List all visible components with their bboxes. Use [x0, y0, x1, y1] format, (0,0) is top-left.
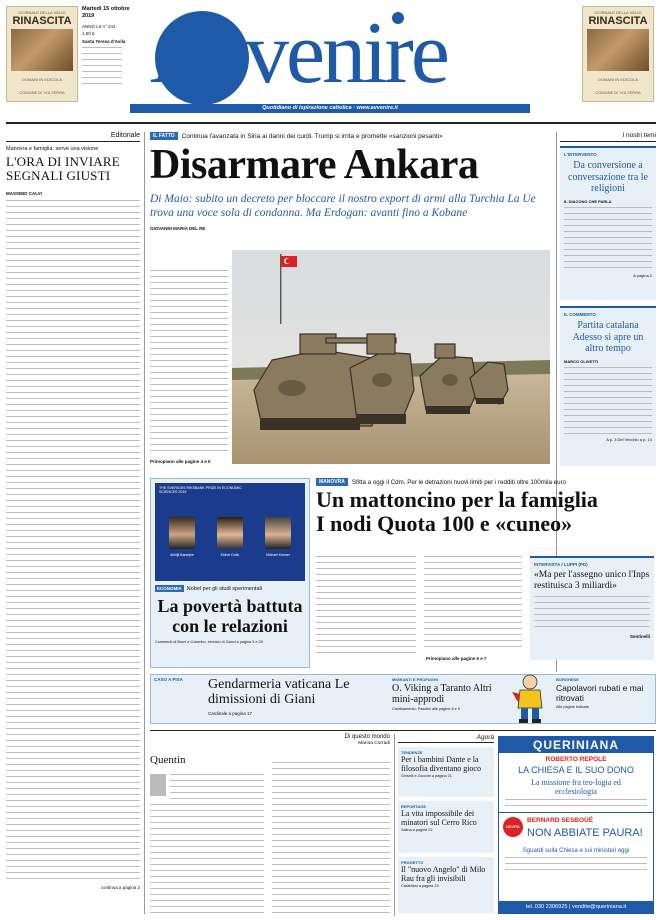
agora-item-2-title: La vita impossibile dei minatori sul Cerro Rico — [401, 809, 477, 827]
masthead-divider — [6, 122, 656, 124]
right-ad[interactable] — [582, 6, 654, 102]
lead-kicker: Continua l'avanzata in Siria ai danni dei curdi. Trump si irrita e promette «sanzioni pesanti» — [181, 132, 443, 140]
column-piece[interactable] — [150, 734, 390, 916]
nobel-kicker: Nobel per gli studi sperimentali — [186, 585, 262, 592]
lead-tag: IL FATTO — [150, 132, 178, 140]
masthead-tagline: Quotidiano di ispirazione cattolica · www.avvenire.it — [262, 105, 398, 111]
right-rail-item-1[interactable] — [560, 146, 656, 300]
right-ad-top: GIORNALE DELLA VALLE — [594, 10, 642, 15]
left-ad[interactable] — [6, 6, 78, 102]
nobel-portrait-1 — [169, 517, 195, 549]
ad-book-2: NON ABBIATE PAURA! — [527, 827, 643, 839]
brief-1-label: CASO A PISA — [154, 677, 183, 682]
masthead-price: 1,50 € — [82, 31, 95, 36]
rail-item-2-title: Partita catalana Adesso si apre un altro tempo — [572, 320, 644, 354]
masthead-tagline-bar — [130, 104, 530, 113]
tanks-photo — [232, 250, 550, 464]
ad-sub-1: La missione fra teo-logia ed ecclesiologia — [531, 778, 621, 796]
interview-label: INTERVISTA / LUPPI (PD) — [534, 562, 588, 567]
rail-item-2-byline: MARCO OLIVETTI — [564, 358, 599, 364]
rail-item-1-page[interactable]: A pagina 2 — [633, 272, 652, 278]
ad-sub-2: Sguardi sulla Chiesa e sui ministeri oggi — [522, 848, 630, 854]
nobel-box[interactable] — [150, 478, 310, 668]
editorial-title: L'ORA DI INVIARE SEGNALI GIUSTI — [6, 154, 120, 183]
second-title-line-2: I nodi Quota 100 e «cuneo» — [316, 511, 573, 536]
brief-1[interactable] — [154, 677, 386, 721]
brief-2[interactable] — [392, 677, 502, 721]
editorial-author: MASSIMO CALVI — [6, 191, 42, 196]
second-story[interactable] — [316, 478, 654, 668]
agora-item-1-byline: Ghiselli e Zucconi a pagina 21 — [401, 774, 452, 778]
lead-continue[interactable]: Primopiano alle pagine 4 e 5 — [150, 459, 211, 464]
brief-1-page[interactable]: Cardinale a pagina 17 — [208, 711, 253, 716]
rail-item-1-body — [564, 207, 652, 271]
rail-item-1-byline: IL DIACONO CHE PARLA — [564, 198, 612, 204]
second-kicker: Sfitta a oggi il Cdm. Per le detrazioni nuovi limiti per i redditi oltre 100mila euro — [351, 478, 567, 486]
nobel-panel — [155, 483, 305, 581]
masthead-info — [82, 6, 130, 102]
queriniana-ad[interactable] — [498, 736, 654, 914]
second-continue[interactable]: Primopiano alle pagine 6 e 7 — [426, 656, 487, 661]
ad-contact[interactable]: tel. 030 2306925 | vendite@queriniana.it — [499, 901, 653, 913]
agora-item-2[interactable] — [398, 801, 494, 853]
nobel-title: La povertà battuta con le relazioni — [157, 596, 303, 636]
brief-3-page[interactable]: Alle pagine indicate — [556, 705, 589, 709]
agora-item-1-tag: TENDENZE — [401, 750, 423, 755]
nobel-tag: ECONOMIA — [157, 586, 182, 591]
right-rail-header: I nostri temi — [560, 132, 656, 142]
superhero-icon — [506, 672, 554, 726]
lower-divider — [150, 730, 656, 731]
editorial-body — [6, 200, 140, 882]
column-author: Marina Corradi — [358, 741, 390, 746]
agora-divider — [394, 734, 395, 916]
brief-3[interactable] — [556, 677, 654, 721]
column-body-1 — [150, 774, 264, 914]
ad-author-2: BERNARD SESBOÜÉ — [527, 817, 594, 824]
masthead-saint: Santa Teresa d'Avila — [82, 39, 126, 44]
nobel-name-1: Abhijit Banerjee — [170, 553, 194, 557]
editorial-subhead: Manovra e famiglia: serve una visione — [6, 146, 99, 152]
column-divider-left — [144, 132, 145, 914]
rail-item-1-tag: L'INTERVENTO — [564, 152, 597, 157]
brief-3-label: BORGHESE — [556, 677, 579, 682]
nobel-name-3: Michael Kremer — [266, 553, 290, 557]
masthead-issue: ANNO LII n° 244 — [82, 24, 116, 29]
agora-item-3[interactable] — [398, 857, 494, 913]
second-body-1 — [316, 556, 416, 656]
left-ad-image — [11, 29, 73, 71]
second-interview[interactable] — [530, 556, 654, 660]
agora-item-3-title: Il "nuovo Angelo" di Milo Rau fra gli invisibili — [401, 865, 486, 883]
interview-quote: «Ma per l'assegno unico l'Inps restituisca 3 miliardi» — [534, 570, 650, 591]
ad-badge: NOVITÀ — [503, 817, 523, 837]
agora-item-1[interactable] — [398, 747, 494, 797]
ad-author-1: ROBERTO REPOLE — [545, 756, 607, 763]
editorial-kicker: Editoriale — [6, 132, 140, 142]
editorial-footer[interactable]: continua a pagina 2 — [100, 885, 140, 890]
column-title: Quentin — [150, 754, 186, 766]
cartoon-figure — [506, 672, 554, 726]
agora-item-3-tag: PROGETTO — [401, 860, 424, 865]
ad-brand: QUERINIANA — [499, 737, 653, 753]
ad-body-2 — [505, 857, 647, 875]
agora-item-1-title: Per i bambini Dante e la filosofia diventano gioco — [401, 755, 481, 773]
rail-item-1-title: Da conversione a conversazione tra le religioni — [568, 160, 648, 194]
agora-item-3-byline: Castellani a pagina 23 — [401, 884, 439, 888]
brief-2-page[interactable]: Cambiamento, Pasolini alle pagine 8 e 9 — [392, 707, 460, 711]
masthead-logo-wrap[interactable] — [130, 4, 530, 106]
nobel-footer[interactable]: Commenti di Bruni e Colombo, servizio di Ganzi a pagina 3 e 20 — [155, 640, 263, 644]
masthead-date: Martedì 15 ottobre 2019 — [82, 6, 130, 19]
left-ad-foot: COMUNE DI VOLTERRA — [19, 90, 65, 95]
left-ad-bottom: DOMANI IN EDICOLA — [22, 77, 62, 82]
right-ad-bottom: DOMANI IN EDICOLA — [598, 77, 638, 82]
right-ad-title: RINASCITA — [588, 15, 648, 27]
rail-item-2-tag: IL COMMENTO — [564, 312, 596, 317]
nobel-panel-header: THE SVERIGES RIKSBANK PRIZE IN ECONOMIC SCIENCES 2019 — [159, 486, 242, 495]
brief-3-title: Capolavori rubati e mai ritrovati — [556, 683, 644, 703]
agora-item-2-byline: Salina a pagina 22 — [401, 828, 433, 832]
column-body-2 — [272, 762, 390, 914]
nobel-portrait-2 — [217, 517, 243, 549]
lead-body — [150, 270, 228, 456]
nobel-portrait-3 — [265, 517, 291, 549]
masthead-notes — [82, 47, 122, 87]
interview-author: Sentinelli — [629, 634, 650, 639]
brief-2-title: O. Viking a Taranto Altri mini-approdi — [392, 683, 492, 705]
lead-photo[interactable] — [232, 250, 550, 464]
brief-2-label: MIGRANTI E PROFUGHI — [392, 677, 438, 682]
editorial-column[interactable] — [6, 132, 140, 916]
agora-item-2-tag: REPORTAGE — [401, 804, 427, 809]
brief-1-title: Gendarmeria vaticana Le dimissioni di Giani — [208, 677, 350, 707]
ad-book-1: LA CHIESA E IL SUO DONO — [518, 765, 634, 775]
lead-story[interactable] — [150, 132, 550, 470]
second-title-line-1: Un mattoncino per la famiglia — [316, 487, 598, 512]
column-dropcap — [150, 774, 166, 796]
second-tag: MANOVRA — [316, 478, 348, 486]
column-kicker: Di questo mondo — [344, 734, 390, 740]
right-ad-foot: COMUNE DI VOLTERRA — [595, 90, 641, 95]
agora-label: Agorà — [398, 734, 494, 743]
lead-title: Disarmare Ankara — [150, 142, 479, 188]
ad-body-1 — [505, 799, 647, 809]
interview-body — [534, 596, 650, 632]
second-body-2 — [424, 556, 522, 652]
left-ad-top: GIORNALE DELLA VALLE — [18, 10, 66, 15]
rail-item-2-page[interactable]: A p. 3 Del Vecchio a p. 14 — [606, 436, 652, 442]
right-ad-image — [587, 29, 649, 71]
lead-byline: GIOVANNI MARIA DEL RE — [150, 226, 206, 231]
lead-deck: Di Maio: subito un decreto per bloccare il nostro export di armi alla Turchia La Ue trova una voce sola di condanna. Ma Erdogan: avanti fino a Kobane — [150, 193, 536, 219]
agora[interactable] — [398, 734, 494, 916]
left-ad-title: RINASCITA — [12, 15, 72, 27]
masthead-logo: Avvenire — [150, 5, 447, 102]
rail-item-2-body — [564, 367, 652, 435]
nobel-name-2: Esther Duflo — [220, 553, 240, 557]
right-rail-item-2[interactable] — [560, 306, 656, 466]
